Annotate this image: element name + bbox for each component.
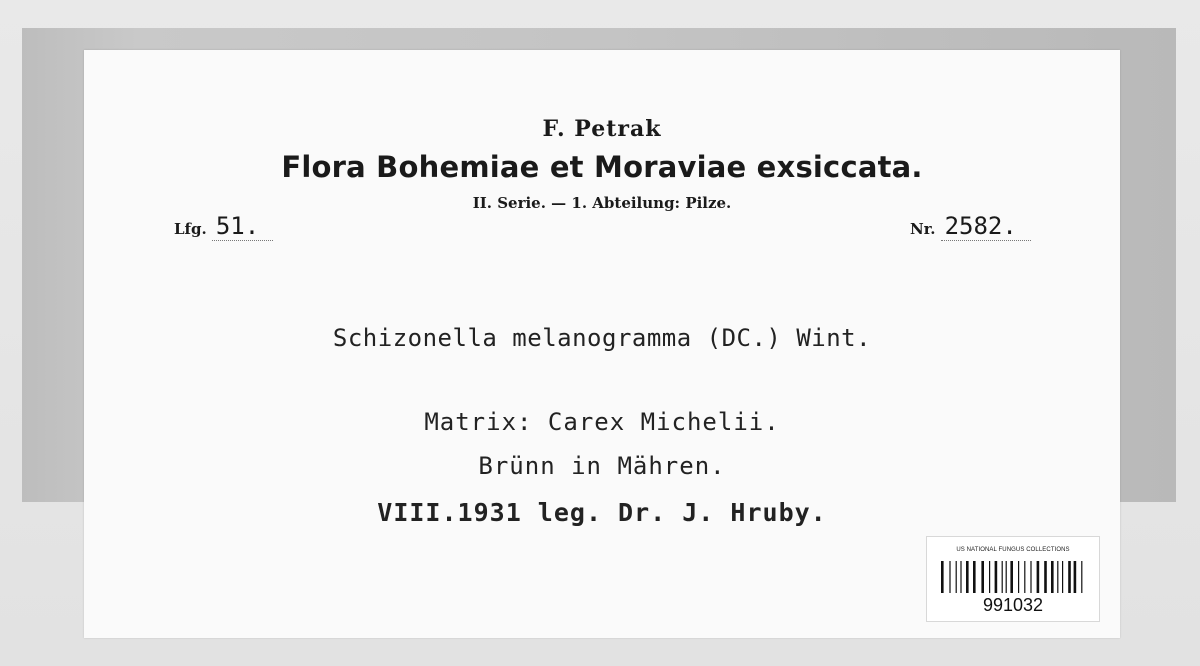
label-title: Flora Bohemiae et Moraviae exsiccata. (281, 150, 923, 184)
barcode-bar (1081, 561, 1082, 593)
number-value: 2582. (941, 212, 1031, 241)
barcode-bar (1068, 561, 1071, 593)
matrix-line: Matrix: Carex Michelii. (424, 408, 780, 436)
barcode-bar (1074, 561, 1077, 593)
barcode-sticker (926, 536, 1100, 622)
lieferung-value: 51. (212, 212, 273, 241)
barcode-bar (973, 561, 976, 593)
barcode-bar (1044, 561, 1047, 593)
barcode-bar (989, 561, 990, 593)
barcode-bar (995, 561, 998, 593)
species-name: Schizonella melanogramma (DC.) Wint. (332, 324, 872, 352)
barcode-bar (1030, 561, 1031, 593)
barcode-number: 991032 (982, 595, 1044, 615)
lieferung-field (174, 212, 273, 241)
number-field (910, 212, 1031, 241)
label-series: II. Serie. — 1. Abteilung: Pilze. (472, 194, 732, 212)
barcode-header: US NATIONAL FUNGUS COLLECTIONS (956, 547, 1070, 553)
barcode-bar (1018, 561, 1019, 593)
barcode-bar (981, 561, 984, 593)
barcode-bar (941, 561, 944, 593)
barcode-bar (1006, 561, 1007, 593)
barcode-bar (1062, 561, 1063, 593)
label-author: F. Petrak (542, 116, 662, 142)
barcode-bar (1057, 561, 1058, 593)
barcode-bar (1002, 561, 1003, 593)
barcode-bar (966, 561, 969, 593)
collection-line: VIII.1931 leg. Dr. J. Hruby. (377, 498, 827, 527)
barcode-bar (1037, 561, 1040, 593)
barcode-bar (960, 561, 961, 593)
locality-line: Brünn in Mähren. (478, 452, 726, 480)
barcode-bar (1051, 561, 1054, 593)
barcode-bar (949, 561, 950, 593)
lieferung-label: Lfg. (174, 220, 207, 238)
barcode-bars (941, 561, 1085, 593)
barcode-bar (1010, 561, 1013, 593)
number-label: Nr. (910, 220, 936, 238)
barcode-bar (956, 561, 957, 593)
barcode-bar (1024, 561, 1025, 593)
